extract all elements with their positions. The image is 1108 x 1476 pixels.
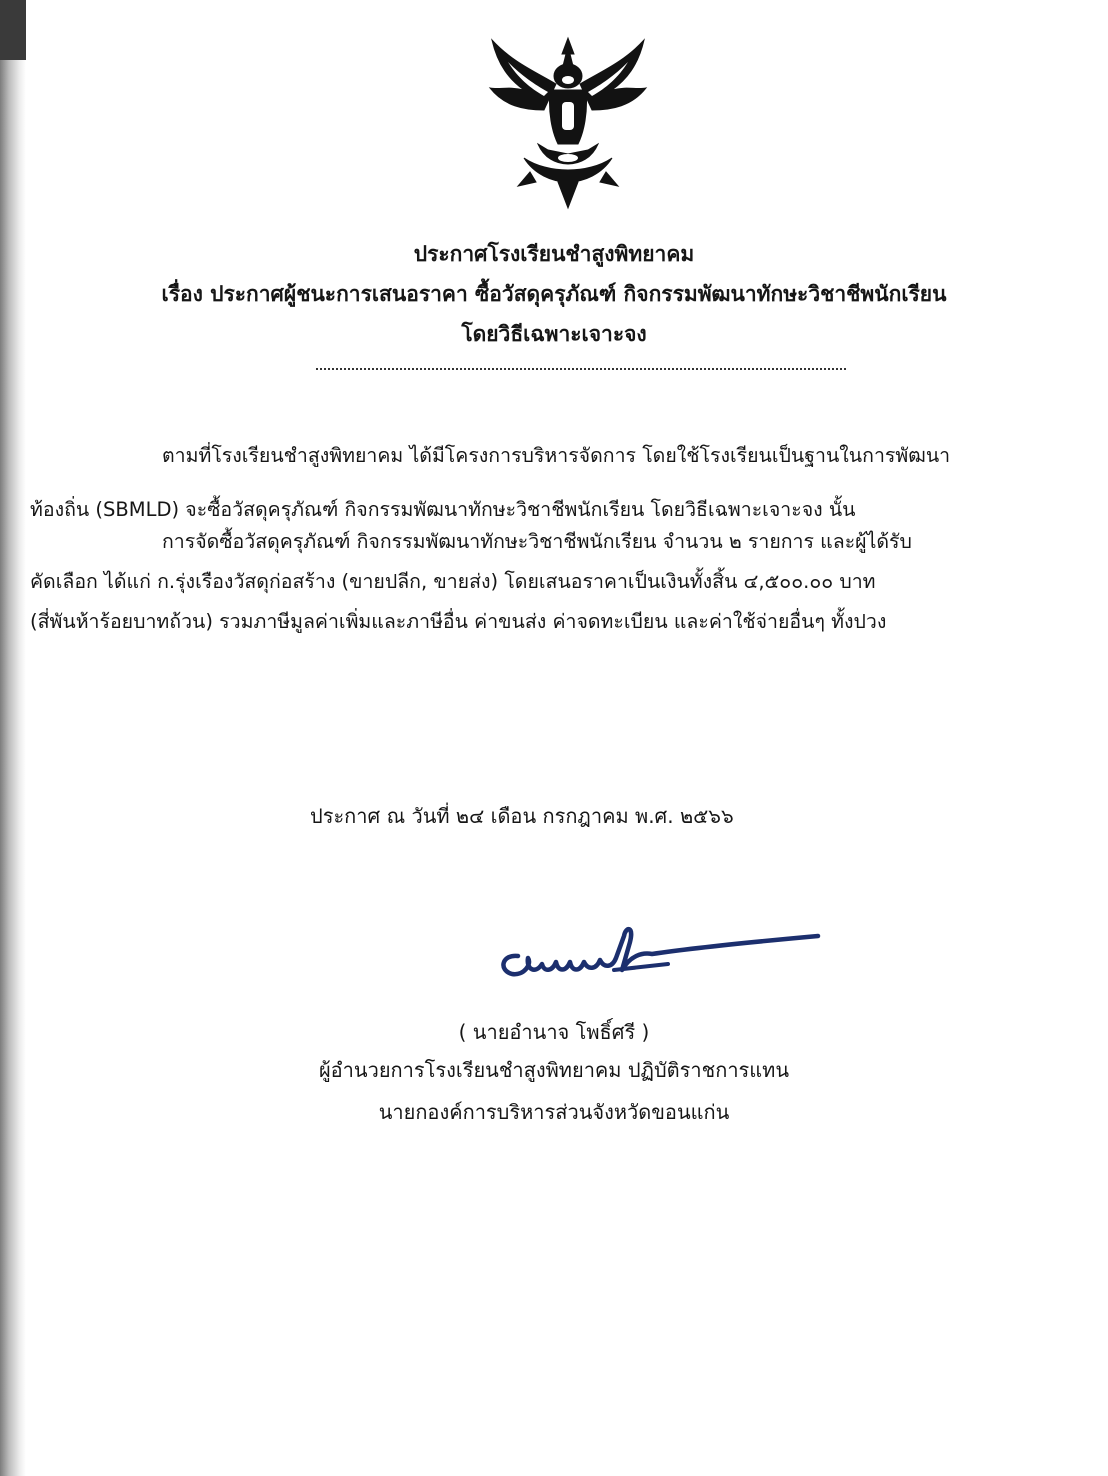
scan-page-edge [0,0,26,1476]
garuda-emblem-icon [478,32,658,212]
signer-position-line-1: ผู้อำนวยการโรงเรียนชำสูงพิทยาคม ปฏิบัติราชการแทน [318,1058,790,1082]
announcement-title: ประกาศโรงเรียนชำสูงพิทยาคม [413,242,695,266]
procurement-method: โดยวิธีเฉพาะเจาะจง [461,322,647,346]
announcement-date: ประกาศ ณ วันที่ ๒๔ เดือน กรกฎาคม พ.ศ. ๒๕๖๖ [310,804,734,828]
paragraph-2-line-3: (สี่พันห้าร้อยบาทถ้วน) รวมภาษีมูลค่าเพิ่มและภาษีอื่น ค่าขนส่ง ค่าจดทะเบียน และค่าใช้จ่ายอื่นๆ ทั้งปวง [30,610,887,633]
signer-position-line-2: นายกองค์การบริหารส่วนจังหวัดขอนแก่น [378,1100,730,1124]
handwritten-signature [492,914,822,986]
dotted-separator [316,368,846,370]
paragraph-2-line-2: คัดเลือก ได้แก่ ก.รุ่งเรืองวัสดุก่อสร้าง (ขายปลีก, ขายส่ง) โดยเสนอราคาเป็นเงินทั้งสิ้น ๔,๕๐๐.๐๐ บาท [30,570,876,593]
scan-corner-shadow [0,0,26,60]
signer-name: ( นายอำนาจ โพธิ์ศรี ) [458,1020,650,1044]
paragraph-1-line-1: ตามที่โรงเรียนชำสูงพิทยาคม ได้มีโครงการบริหารจัดการ โดยใช้โรงเรียนเป็นฐานในการพัฒนา [162,444,951,467]
paragraph-2-line-1: การจัดซื้อวัสดุครุภัณฑ์ กิจกรรมพัฒนาทักษะวิชาชีพนักเรียน จำนวน ๒ รายการ และผู้ได้รับ [162,530,912,553]
paragraph-1-line-2: ท้องถิ่น (SBMLD) จะซื้อวัสดุครุภัณฑ์ กิจกรรมพัฒนาทักษะวิชาชีพนักเรียน โดยวิธีเฉพาะเจาะจง นั้น [30,498,856,521]
announcement-subject: เรื่อง ประกาศผู้ชนะการเสนอราคา ซื้อวัสดุครุภัณฑ์ กิจกรรมพัฒนาทักษะวิชาชีพนักเรียน [161,282,947,306]
